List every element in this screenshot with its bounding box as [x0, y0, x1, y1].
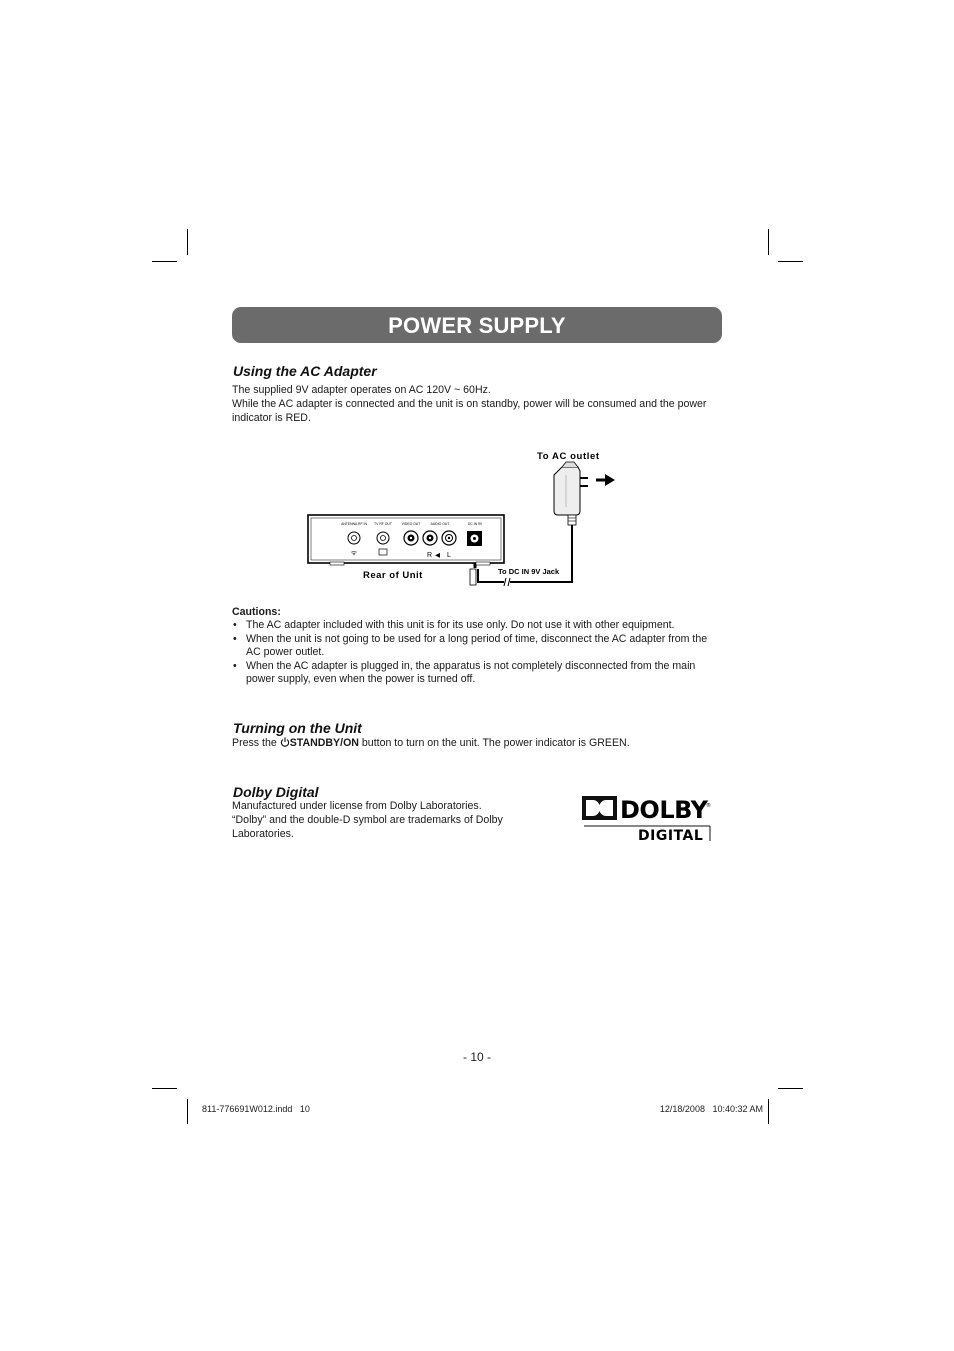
dolby-logo-word: DOLBY: [620, 796, 708, 824]
title-banner: [232, 307, 722, 343]
jack-label-video-out: VIDEO OUT: [401, 522, 421, 526]
audio-channel-r-label: R: [427, 552, 433, 559]
ac-adapter-paragraph-2: While the AC adapter is connected and the unit is on standby, power will be consumed and the power indicator is RED.: [232, 398, 707, 424]
list-item: [232, 633, 724, 660]
to-dc-jack-label: To DC IN 9V Jack: [498, 567, 560, 576]
tv-out-jack: [377, 532, 389, 544]
crop-mark: [187, 1099, 188, 1124]
dolby-digital-logo: [582, 795, 714, 845]
section-heading-dolby: Dolby Digital: [233, 784, 319, 800]
svg-text:®: ®: [706, 803, 711, 809]
crop-mark: [768, 1099, 769, 1124]
turn-on-text-after: button to turn on the unit. The power indicator is GREEN.: [358, 737, 630, 749]
dolby-paragraph-2: “Dolby” and the double-D symbol are trademarks of Dolby Laboratories.: [232, 814, 503, 840]
ac-adapter-icon: [554, 462, 588, 525]
jack-label-antenna: ANTENNA RF IN: [341, 522, 367, 526]
dc-plug-icon: [470, 569, 476, 585]
arrow-right-icon: [596, 474, 615, 486]
turn-on-text-before: Press the: [232, 737, 280, 749]
bullet: •: [233, 659, 237, 672]
speaker-icon: ◀: [435, 551, 440, 559]
audio-channel-l-label: L: [447, 552, 451, 559]
ac-adapter-connection-diagram: [300, 445, 630, 590]
rear-of-unit-label: Rear of Unit: [363, 570, 423, 581]
power-icon: [280, 737, 290, 747]
bullet: •: [233, 619, 237, 631]
jack-label-audio-out: AUDIO OUT: [430, 522, 450, 526]
turn-on-paragraph: [232, 737, 732, 751]
section-heading-turn-on: Turning on the Unit: [233, 720, 362, 736]
jack-label-tv-out: TV RF OUT: [374, 522, 392, 526]
dolby-logo-subword: DIGITAL: [638, 828, 704, 844]
section-heading-ac-adapter: Using the AC Adapter: [233, 363, 377, 379]
crop-mark: [187, 229, 188, 255]
cautions-list: [232, 619, 724, 687]
unit-rear-panel: [308, 515, 504, 565]
dolby-paragraph-1: Manufactured under license from Dolby Laboratories.: [232, 800, 482, 812]
list-item: [232, 619, 724, 633]
antenna-jack: [348, 532, 360, 544]
double-d-icon: [582, 796, 617, 820]
crop-mark: [778, 261, 803, 262]
standby-on-button-label: STANDBY/ON: [289, 737, 359, 749]
page-title: POWER SUPPLY: [388, 313, 566, 338]
page-number: - 10 -: [462, 1050, 491, 1064]
crop-mark: [768, 229, 769, 255]
crop-mark: [778, 1088, 803, 1089]
footer-file-name: 811-776691W012.indd 10: [202, 1104, 310, 1114]
crop-mark: [152, 1088, 177, 1089]
list-item: [232, 660, 724, 687]
caution-text: When the AC adapter is plugged in, the apparatus is not completely disconnected from the main power supply, even when the power is turned off.: [246, 659, 696, 685]
crop-mark: [152, 261, 177, 262]
jack-label-dc-in: DC IN 9V: [467, 522, 483, 526]
caution-text: The AC adapter included with this unit is for its use only. Do not use it with other equipment.: [246, 619, 675, 631]
cautions-title: Cautions:: [232, 606, 281, 618]
antenna-symbol-icon: ᯤ: [350, 549, 358, 557]
footer-timestamp: 12/18/2008 10:40:32 AM: [659, 1104, 763, 1114]
bullet: •: [233, 632, 237, 645]
caution-text: When the unit is not going to be used for a long period of time, disconnect the AC adapter from the AC power outlet.: [246, 632, 708, 658]
ac-adapter-paragraph-1: The supplied 9V adapter operates on AC 120V ~ 60Hz.: [232, 384, 491, 396]
to-ac-outlet-label: To AC outlet: [537, 451, 600, 462]
tv-symbol-icon: [379, 549, 387, 555]
